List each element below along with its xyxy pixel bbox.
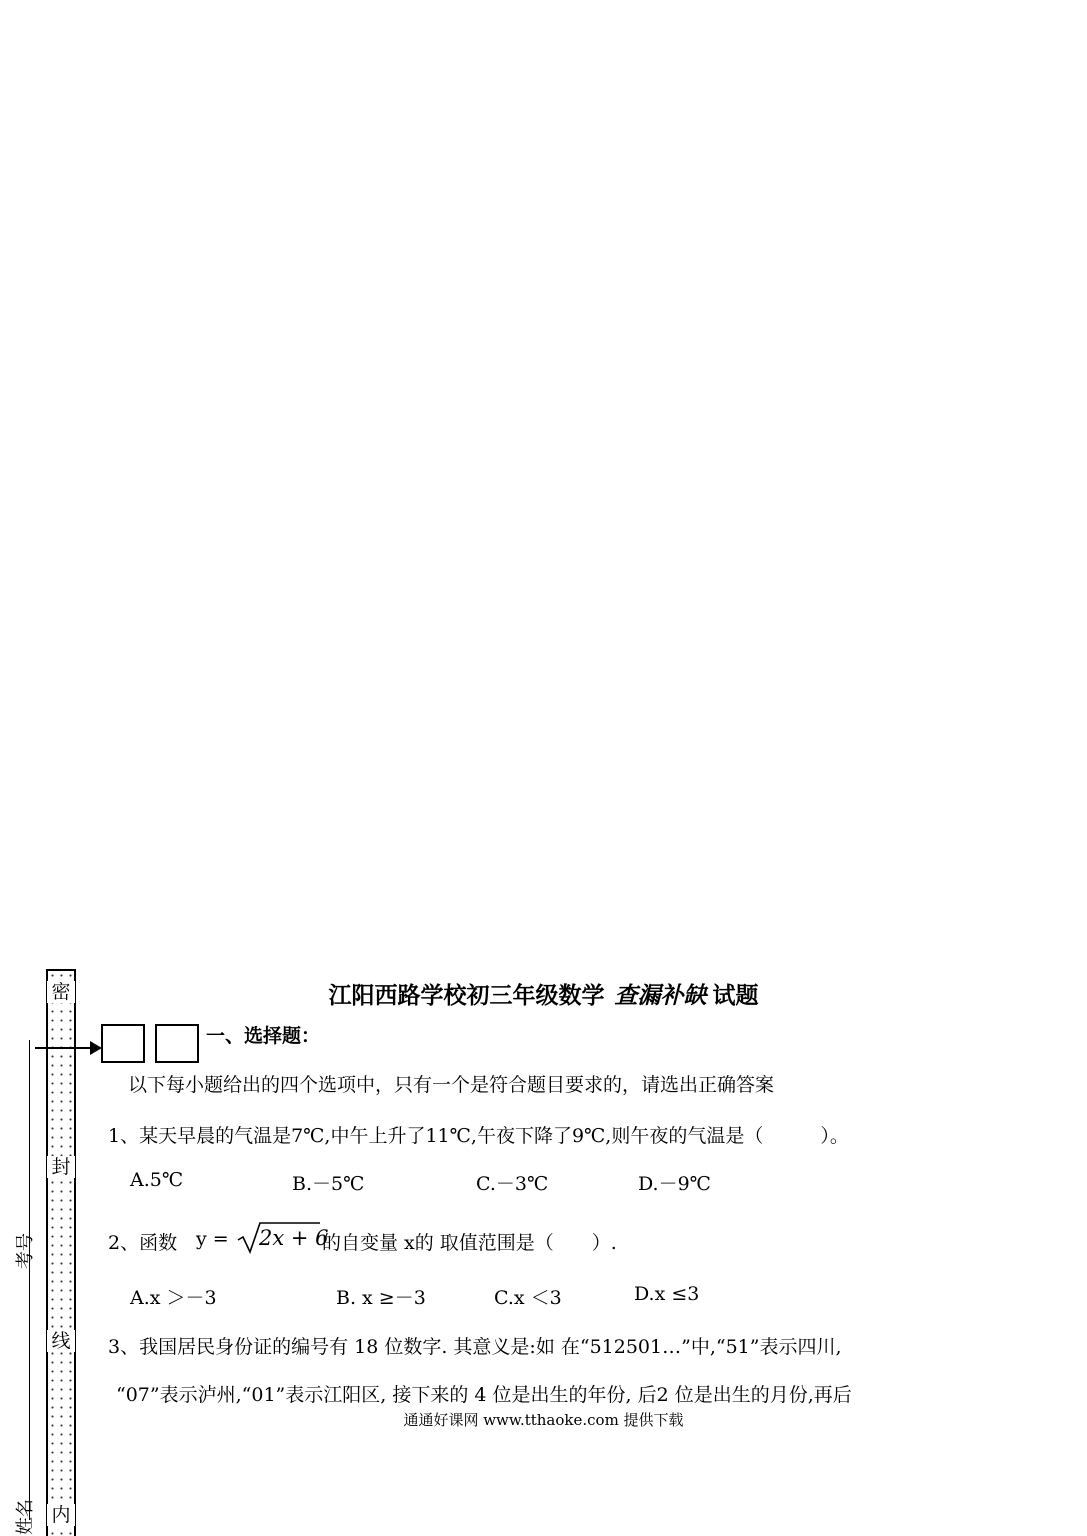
score-box-1 (101, 1024, 145, 1063)
question-2-option-b: B. x ≥－3 (336, 1287, 426, 1309)
page-title (0, 977, 1087, 1010)
title-end: 试题 (712, 982, 759, 1009)
question-1-option-a: A.5℃ (130, 1169, 184, 1191)
name-label: 姓名 (15, 1499, 36, 1535)
arrow-line (35, 1047, 93, 1049)
seal-char-nei: 内 (47, 1504, 75, 1526)
question-1-option-c: C.－3℃ (476, 1173, 549, 1195)
question-3-line-2: “07”表示泸州,“01”表示江阳区, 接下来的 4 位是出生的年份, 后2 位是出生的月份,再后 (116, 1384, 852, 1406)
question-2-option-a: A.x ＞－3 (130, 1287, 217, 1309)
title-italic: 查漏补缺 (614, 982, 707, 1009)
exam-no-label: 考号 (15, 1233, 36, 1269)
question-1-option-d: D.－9℃ (638, 1173, 711, 1195)
section-heading: 一、选择题： (206, 1025, 321, 1047)
title-main: 江阳西路学校初三年级数学 (328, 982, 605, 1009)
question-2-option-d: D.x ≤3 (634, 1283, 700, 1305)
question-2-option-c: C.x ＜3 (494, 1287, 562, 1309)
score-box-2 (155, 1024, 199, 1063)
question-2-formula-lhs: y = (196, 1228, 229, 1250)
question-2-radicand: 2x + 6 (259, 1226, 329, 1250)
question-2-suffix: 的自变量 x的 取值范围是（ ）. (322, 1232, 617, 1254)
seal-char-xian: 线 (47, 1330, 75, 1352)
seal-char-feng: 封 (47, 1156, 75, 1178)
seal-char-mi: 密 (47, 981, 75, 1003)
footer-credit: 通通好课网 www.tthaoke.com 提供下载 (403, 1411, 684, 1429)
section-instruction: 以下每小题给出的四个选项中，只有一个是符合题目要求的，请选出正确答案 (128, 1074, 775, 1096)
question-1-text: 1、某天早晨的气温是7℃,中午上升了11℃,午夜下降了9℃,则午夜的气温是（ ）。 (108, 1125, 849, 1147)
question-1-option-b: B.－5℃ (292, 1173, 365, 1195)
seal-line-strip (46, 969, 76, 1536)
question-3-line-1: 3、我国居民身份证的编号有 18 位数字. 其意义是:如 在“512501…”中,“51”表示四川, (108, 1336, 842, 1358)
question-2-prefix: 2、函数 (108, 1232, 178, 1254)
